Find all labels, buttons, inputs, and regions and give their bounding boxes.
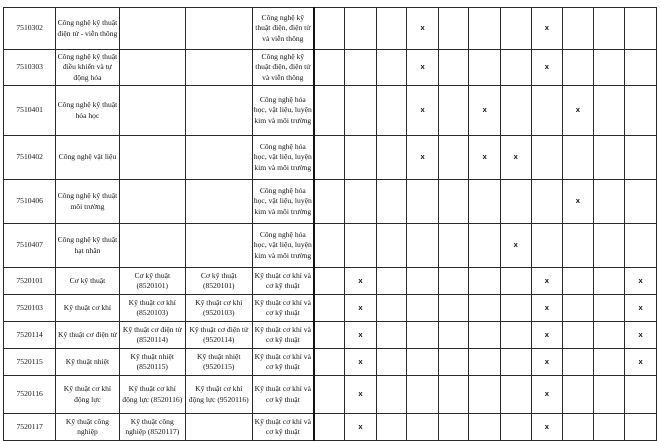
table-row	[4, 322, 657, 349]
mark-cell: x	[345, 376, 377, 414]
field-group-cell: Công nghệ hóa học, vật liệu, luyện kim và môi trường	[252, 86, 314, 136]
mark-cell	[593, 268, 625, 295]
field-group-cell: Kỹ thuật cơ khí và cơ kỹ thuật	[252, 414, 314, 441]
mark-cell	[407, 322, 439, 349]
mark-cell	[407, 349, 439, 376]
mark-cell	[469, 224, 501, 268]
table-row	[4, 224, 657, 268]
table-row	[4, 86, 657, 136]
table-row	[4, 268, 657, 295]
program-name-cell: Công nghệ kỹ thuật điện tử - viễn thông	[56, 8, 119, 50]
mark-cell: x	[625, 349, 657, 376]
master-program-cell	[119, 224, 185, 268]
mark-cell	[376, 136, 407, 180]
mark-cell	[376, 8, 407, 50]
mark-cell	[469, 295, 501, 322]
mark-cell	[314, 50, 345, 86]
mark-cell	[501, 8, 532, 50]
mark-cell	[438, 322, 469, 349]
mark-cell: x	[407, 8, 439, 50]
mark-cell: x	[625, 268, 657, 295]
doctoral-program-cell	[186, 136, 252, 180]
mark-cell	[501, 376, 532, 414]
mark-cell	[593, 376, 625, 414]
mark-cell	[531, 136, 563, 180]
mark-cell: x	[531, 8, 563, 50]
field-group-cell: Kỹ thuật cơ khí và cơ kỹ thuật	[252, 268, 314, 295]
mark-cell	[438, 8, 469, 50]
mark-cell	[593, 295, 625, 322]
mark-cell: x	[531, 295, 563, 322]
mark-cell	[376, 376, 407, 414]
program-name-cell: Cơ kỹ thuật	[56, 268, 119, 295]
program-code-cell: 7510302	[4, 8, 56, 50]
mark-cell	[563, 376, 594, 414]
mark-cell	[501, 295, 532, 322]
mark-cell	[345, 136, 377, 180]
mark-cell	[407, 180, 439, 224]
program-table	[3, 7, 657, 441]
mark-cell	[376, 50, 407, 86]
table-row	[4, 349, 657, 376]
mark-cell	[469, 414, 501, 441]
mark-cell	[501, 50, 532, 86]
mark-cell	[314, 180, 345, 224]
program-code-cell: 7520116	[4, 376, 56, 414]
mark-cell	[469, 180, 501, 224]
mark-cell: x	[345, 349, 377, 376]
table-row	[4, 414, 657, 441]
table-row	[4, 376, 657, 414]
program-name-cell: Công nghệ vật liệu	[56, 136, 119, 180]
program-code-cell: 7510406	[4, 180, 56, 224]
mark-cell: x	[563, 180, 594, 224]
mark-cell	[501, 180, 532, 224]
master-program-cell: Cơ kỹ thuật (8520101)	[119, 268, 185, 295]
mark-cell	[469, 376, 501, 414]
mark-cell	[407, 224, 439, 268]
field-group-cell: Kỹ thuật cơ khí và cơ kỹ thuật	[252, 376, 314, 414]
master-program-cell: Kỹ thuật công nghiệp (8520117)	[119, 414, 185, 441]
program-code-cell: 7510303	[4, 50, 56, 86]
field-group-cell: Công nghệ hóa học, vật liệu, luyện kim và môi trường	[252, 136, 314, 180]
mark-cell	[563, 8, 594, 50]
mark-cell	[376, 349, 407, 376]
mark-cell	[501, 268, 532, 295]
doctoral-program-cell	[186, 50, 252, 86]
mark-cell	[563, 224, 594, 268]
program-name-cell: Kỹ thuật nhiệt	[56, 349, 119, 376]
mark-cell	[438, 86, 469, 136]
mark-cell: x	[531, 376, 563, 414]
field-group-cell: Công nghệ hóa học, vật liệu, luyện kim và môi trường	[252, 224, 314, 268]
mark-cell: x	[501, 224, 532, 268]
field-group-cell: Kỹ thuật cơ khí và cơ kỹ thuật	[252, 322, 314, 349]
program-code-cell: 7520117	[4, 414, 56, 441]
mark-cell	[438, 180, 469, 224]
master-program-cell: Kỹ thuật cơ khí động lực (8520116)	[119, 376, 185, 414]
table-row	[4, 295, 657, 322]
mark-cell	[438, 295, 469, 322]
doctoral-program-cell	[186, 86, 252, 136]
mark-cell	[593, 322, 625, 349]
mark-cell	[376, 224, 407, 268]
mark-cell: x	[345, 322, 377, 349]
mark-cell	[531, 86, 563, 136]
doctoral-program-cell: Kỹ thuật cơ khí động lực (9520116)	[186, 376, 252, 414]
mark-cell	[593, 86, 625, 136]
mark-cell	[314, 268, 345, 295]
doctoral-program-cell: Kỹ thuật cơ khí (9520103)	[186, 295, 252, 322]
mark-cell	[376, 268, 407, 295]
master-program-cell	[119, 86, 185, 136]
mark-cell	[314, 414, 345, 441]
mark-cell: x	[407, 86, 439, 136]
mark-cell	[563, 349, 594, 376]
program-name-cell: Kỹ thuật công nghiệp	[56, 414, 119, 441]
program-code-cell: 7520101	[4, 268, 56, 295]
mark-cell	[625, 50, 657, 86]
mark-cell	[407, 268, 439, 295]
mark-cell: x	[407, 136, 439, 180]
program-code-cell: 7520103	[4, 295, 56, 322]
table-row	[4, 180, 657, 224]
mark-cell: x	[531, 322, 563, 349]
mark-cell	[563, 295, 594, 322]
mark-cell	[407, 376, 439, 414]
mark-cell	[563, 414, 594, 441]
mark-cell	[314, 376, 345, 414]
mark-cell	[438, 376, 469, 414]
mark-cell	[563, 268, 594, 295]
program-name-cell: Công nghệ kỹ thuật điều khiển và tự động hóa	[56, 50, 119, 86]
mark-cell	[314, 8, 345, 50]
program-code-cell: 7510407	[4, 224, 56, 268]
mark-cell	[531, 224, 563, 268]
master-program-cell: Kỹ thuật nhiệt (8520115)	[119, 349, 185, 376]
mark-cell	[625, 180, 657, 224]
mark-cell	[438, 414, 469, 441]
program-name-cell: Kỹ thuật cơ khí	[56, 295, 119, 322]
mark-cell	[345, 86, 377, 136]
mark-cell	[314, 295, 345, 322]
program-code-cell: 7520114	[4, 322, 56, 349]
mark-cell: x	[469, 86, 501, 136]
mark-cell	[501, 414, 532, 441]
mark-cell	[314, 136, 345, 180]
mark-cell	[376, 322, 407, 349]
mark-cell	[593, 414, 625, 441]
mark-cell	[438, 224, 469, 268]
program-name-cell: Kỹ thuật cơ khí động lực	[56, 376, 119, 414]
mark-cell	[625, 376, 657, 414]
doctoral-program-cell	[186, 180, 252, 224]
mark-cell	[438, 50, 469, 86]
program-code-cell: 7520115	[4, 349, 56, 376]
mark-cell	[593, 349, 625, 376]
mark-cell	[376, 180, 407, 224]
table-row	[4, 8, 657, 50]
mark-cell: x	[531, 268, 563, 295]
mark-cell: x	[531, 414, 563, 441]
mark-cell	[314, 349, 345, 376]
mark-cell: x	[407, 50, 439, 86]
program-name-cell: Công nghệ kỹ thuật môi trường	[56, 180, 119, 224]
mark-cell	[469, 322, 501, 349]
table-row	[4, 136, 657, 180]
master-program-cell: Kỹ thuật cơ khí (8520103)	[119, 295, 185, 322]
doctoral-program-cell: Cơ kỹ thuật (8520101)	[186, 268, 252, 295]
mark-cell	[438, 136, 469, 180]
mark-cell	[314, 86, 345, 136]
mark-cell	[438, 349, 469, 376]
mark-cell	[407, 295, 439, 322]
mark-cell	[501, 349, 532, 376]
mark-cell	[563, 50, 594, 86]
mark-cell	[625, 86, 657, 136]
mark-cell	[376, 414, 407, 441]
program-code-cell: 7510402	[4, 136, 56, 180]
mark-cell	[625, 224, 657, 268]
mark-cell	[376, 295, 407, 322]
mark-cell	[407, 414, 439, 441]
mark-cell	[593, 180, 625, 224]
mark-cell: x	[563, 86, 594, 136]
mark-cell: x	[345, 268, 377, 295]
master-program-cell	[119, 136, 185, 180]
mark-cell	[625, 8, 657, 50]
mark-cell	[438, 268, 469, 295]
mark-cell	[501, 322, 532, 349]
mark-cell: x	[531, 50, 563, 86]
master-program-cell	[119, 8, 185, 50]
mark-cell	[593, 224, 625, 268]
field-group-cell: Công nghệ kỹ thuật điện, điện tử và viễn thông	[252, 50, 314, 86]
mark-cell	[345, 50, 377, 86]
master-program-cell	[119, 180, 185, 224]
field-group-cell: Kỹ thuật cơ khí và cơ kỹ thuật	[252, 295, 314, 322]
mark-cell	[345, 8, 377, 50]
program-name-cell: Kỹ thuật cơ điện tử	[56, 322, 119, 349]
doctoral-program-cell	[186, 8, 252, 50]
mark-cell	[563, 136, 594, 180]
doctoral-program-cell	[186, 414, 252, 441]
doctoral-program-cell: Kỹ thuật cơ điện tử (9520114)	[186, 322, 252, 349]
mark-cell: x	[625, 322, 657, 349]
table-row	[4, 50, 657, 86]
mark-cell: x	[345, 414, 377, 441]
mark-cell	[593, 8, 625, 50]
mark-cell	[625, 414, 657, 441]
mark-cell	[593, 136, 625, 180]
mark-cell	[314, 224, 345, 268]
mark-cell	[469, 268, 501, 295]
master-program-cell	[119, 50, 185, 86]
mark-cell: x	[345, 295, 377, 322]
program-name-cell: Công nghệ kỹ thuật hạt nhân	[56, 224, 119, 268]
mark-cell	[469, 349, 501, 376]
mark-cell: x	[625, 295, 657, 322]
master-program-cell: Kỹ thuật cơ điện tử (8520114)	[119, 322, 185, 349]
mark-cell	[563, 322, 594, 349]
mark-cell	[345, 180, 377, 224]
mark-cell: x	[501, 136, 532, 180]
doctoral-program-cell: Kỹ thuật nhiệt (9520115)	[186, 349, 252, 376]
mark-cell	[531, 180, 563, 224]
mark-cell	[469, 50, 501, 86]
field-group-cell: Kỹ thuật cơ khí và cơ kỹ thuật	[252, 349, 314, 376]
mark-cell	[376, 86, 407, 136]
mark-cell	[345, 224, 377, 268]
doctoral-program-cell	[186, 224, 252, 268]
mark-cell: x	[469, 136, 501, 180]
program-code-cell: 7510401	[4, 86, 56, 136]
mark-cell	[625, 136, 657, 180]
mark-cell	[314, 322, 345, 349]
program-name-cell: Công nghệ kỹ thuật hóa học	[56, 86, 119, 136]
field-group-cell: Công nghệ hóa học, vật liệu, luyện kim và môi trường	[252, 180, 314, 224]
mark-cell	[469, 8, 501, 50]
mark-cell	[501, 86, 532, 136]
field-group-cell: Công nghệ kỹ thuật điện, điện tử và viễn thông	[252, 8, 314, 50]
mark-cell	[593, 50, 625, 86]
mark-cell: x	[531, 349, 563, 376]
